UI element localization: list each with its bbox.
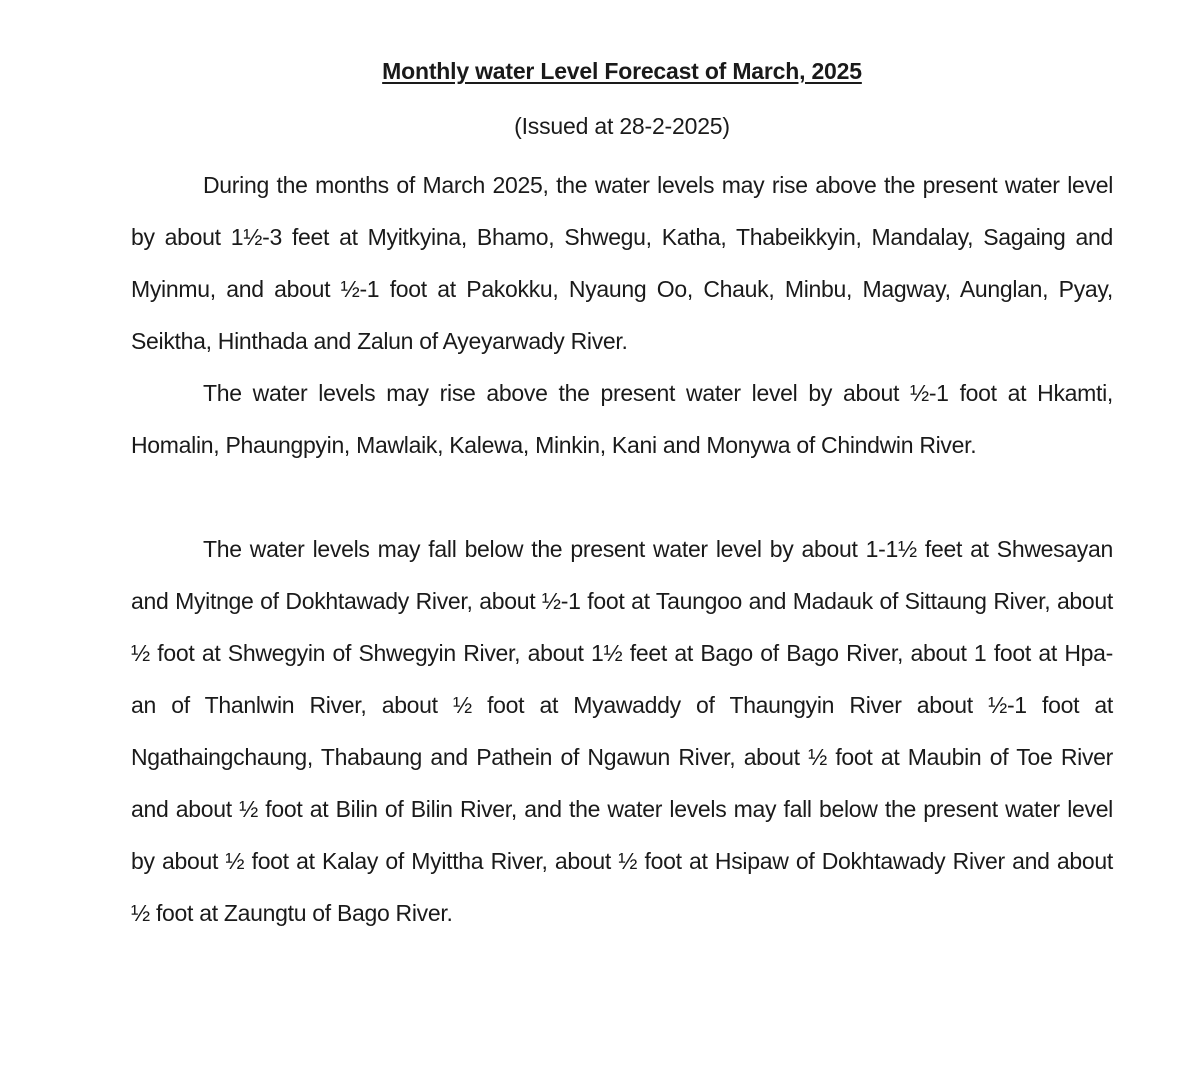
document-title: Monthly water Level Forecast of March, 2025 [382, 58, 862, 84]
paragraph-chindwin: The water levels may rise above the present water level by about ½-1 foot at Hkamti, Homalin, Phaungpyin, Mawlaik, Kalewa, Minkin, Kani and Monywa of Chindwin River. [131, 380, 1113, 458]
paragraph-other-rivers: The water levels may fall below the present water level by about 1-1½ feet at Shwesayan and Myitnge of Dokhtawady River, about ½-1 foot at Taungoo and Madauk of Sittaung River, about ½ foot at Shwegyin of Shwegyin River, about 1½ feet at Bago of Bago River, about 1 foot at Hpa-an of Thanlwin River, about ½ foot at Myawaddy of Thaungyin River about ½-1 foot at Ngathaingchaung, Thabaung and Pathein of Ngawun River, about ½ foot at Maubin of Toe River and about ½ foot at Bilin of Bilin River, and the water levels may fall below the present water level by about ½ foot at Kalay of Myittha River, about ½ foot at Hsipaw of Dokhtawady River and about ½ foot at Zaungtu of Bago River. [131, 536, 1113, 926]
paragraph-ayeyarwady: During the months of March 2025, the water levels may rise above the present water level by about 1½-3 feet at Myitkyina, Bhamo, Shwegu, Katha, Thabeikkyin, Mandalay, Sagaing and Myinmu, and about ½-1 foot at Pakokku, Nyaung Oo, Chauk, Minbu, Magway, Aunglan, Pyay, Seiktha, Hinthada and Zalun of Ayeyarwady River. [131, 172, 1113, 354]
issued-date: (Issued at 28-2-2025) [514, 113, 730, 139]
